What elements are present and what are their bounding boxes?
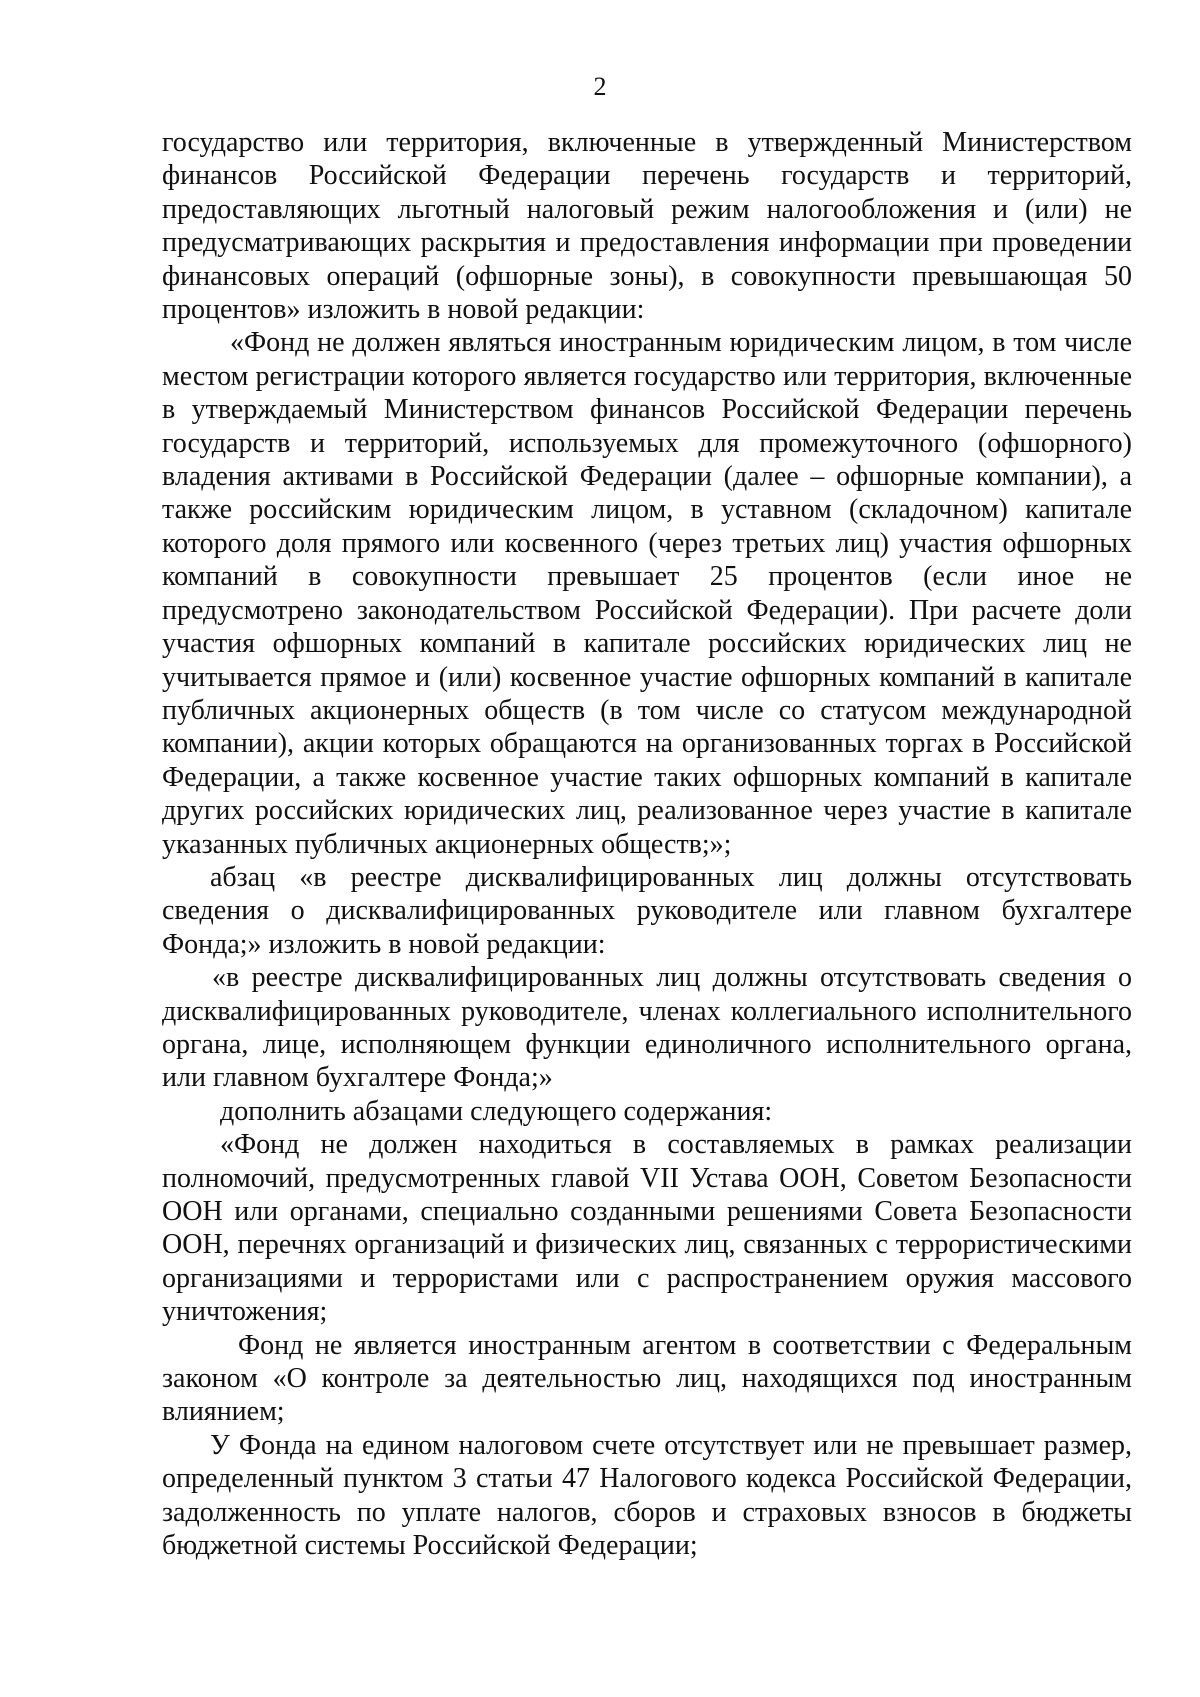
paragraph-foreign-agent: Фонд не является иностранным агентом в соответствии с Федеральным законом «О контроле за деятельностью лиц, находящихся под иностранным влиянием; (162, 1329, 1132, 1428)
document-body (162, 126, 1132, 1562)
paragraph-un-sanctions: «Фонд не должен находиться в составляемых в рамках реализации полномочий, предусмотренных главой VII Устава ООН, Советом Безопасности ООН или органами, специально созданными решениями Совета Безопасности ООН, перечнях организаций и физических лиц, связанных с террористическими организациями и террористами или с распространением оружия массового уничтожения; (162, 1129, 1132, 1328)
paragraph-disqualified-amendment: абзац «в реестре дисквалифицированных лиц должны отсутствовать сведения о дисквалифицированных руководителе или главном бухгалтере Фонда;» изложить в новой редакции: (162, 861, 1132, 960)
paragraph-offshore-requirement: «Фонд не должен являться иностранным юридическим лицом, в том числе местом регистрации которого является государство или территория, включенные в утверждаемый Министерством финансов Российской Федерации перечень государств и территорий, используемых для промежуточного (офшорного) владения активами в Российской Федерации (далее – офшорные компании), а также российским юридическим лицом, в уставном (складочном) капитале которого доля прямого или косвенного (через третьих лиц) участия офшорных компаний в совокупности превышает 25 процентов (если иное не предусмотрено законодательством Российской Федерации). При расчете доли участия офшорных компаний в капитале российских юридических лиц не учитывается прямое и (или) косвенное участие офшорных компаний в капитале публичных акционерных обществ (в том числе со статусом международной компании), акции которых обращаются на организованных торгах в Российской Федерации, а также косвенное участие таких офшорных компаний в капитале других российских юридических лиц, реализованное через участие в капитале указанных публичных акционерных обществ;»; (162, 327, 1132, 860)
page-number: 2 (593, 72, 607, 101)
paragraph-tax-debt: У Фонда на едином налоговом счете отсутствует или не превышает размер, определенный пунктом 3 статьи 47 Налогового кодекса Российской Федерации, задолженность по уплате налогов, сборов и страховых взносов в бюджеты бюджетной системы Российской Федерации; (162, 1429, 1132, 1562)
paragraph-continuation: государство или территория, включенные в утвержденный Министерством финансов Российской Федерации перечень государств и территорий, предоставляющих льготный налоговый режим налогообложения и (или) не предусматривающих раскрытия и предоставления информации при проведении финансовых операций (офшорные зоны), в совокупности превышающая 50 процентов» изложить в новой редакции: (162, 127, 1132, 326)
paragraph-add-clauses: дополнить абзацами следующего содержания: (220, 1095, 773, 1127)
paragraph-disqualified-new-text: «в реестре дисквалифицированных лиц должны отсутствовать сведения о дисквалифицированных руководителе, членах коллегиального исполнительного органа, лице, исполняющем функции единоличного исполнительного органа, или главном бухгалтере Фонда;» (162, 962, 1132, 1094)
